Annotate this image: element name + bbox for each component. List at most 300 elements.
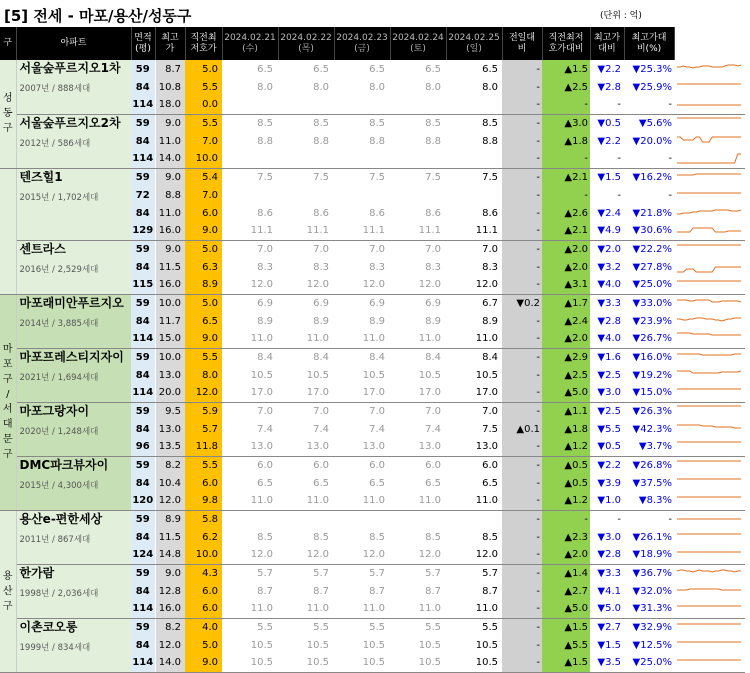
sparkline-cell xyxy=(674,96,745,114)
sparkline xyxy=(674,295,744,312)
vs-max-pct-cell: ▼25.9% xyxy=(632,81,672,93)
vs-low-cell: ▲3.0 xyxy=(542,114,590,132)
hist-price-cell: 6.9 xyxy=(425,297,441,309)
hist-price-cell: 11.0 xyxy=(390,330,446,348)
hist-price-cell: 6.0 xyxy=(369,459,385,471)
sparkline xyxy=(674,169,744,186)
hist-price-cell xyxy=(390,150,446,168)
apt-name: 마포그랑자이 xyxy=(19,403,90,418)
apt-info: 2011년 / 867세대 xyxy=(19,534,91,545)
apt-info: 2012년 / 586세대 xyxy=(19,138,91,149)
low-price-cell: 5.5 xyxy=(185,114,222,132)
current-price-cell: 8.7 xyxy=(482,585,498,597)
vs-max-cell: - xyxy=(590,96,624,114)
vs-max-cell: ▼2.8 xyxy=(597,315,621,327)
unit-label: (단위 : 억) xyxy=(600,11,642,21)
vs-low-cell: ▲2.9 xyxy=(542,348,590,366)
current-price-cell xyxy=(446,150,502,168)
max-price-cell: 15.0 xyxy=(155,330,185,348)
hist-price-cell: 8.6 xyxy=(313,207,329,219)
vs-max-cell: ▼1.5 xyxy=(597,639,621,651)
current-price-cell: 7.0 xyxy=(482,243,498,255)
low-price-cell: 6.0 xyxy=(185,600,222,618)
apt-cell xyxy=(16,168,131,240)
vs-low-cell: ▲2.0 xyxy=(542,240,590,258)
hist-price-cell: 12.0 xyxy=(222,546,278,564)
current-price-cell: 7.5 xyxy=(482,171,498,183)
sparkline xyxy=(674,349,744,366)
day-change-cell: - xyxy=(502,384,542,402)
hist-price-cell: 8.0 xyxy=(313,81,329,93)
table-row xyxy=(0,402,745,420)
current-price-cell: 8.0 xyxy=(482,81,498,93)
vs-low-cell: ▲1.2 xyxy=(542,492,590,510)
low-price-cell: 4.0 xyxy=(185,618,222,636)
hist-price-cell: 8.8 xyxy=(257,135,273,147)
vs-max-pct-cell: ▼19.2% xyxy=(632,369,672,381)
table-row xyxy=(0,168,745,186)
hist-price-cell: 8.9 xyxy=(425,315,441,327)
hist-price-cell: 12.0 xyxy=(334,546,390,564)
max-price-cell: 8.2 xyxy=(155,618,185,636)
area-cell: 114 xyxy=(131,150,155,168)
vs-low-cell: ▲2.0 xyxy=(542,330,590,348)
area-cell: 59 xyxy=(131,618,155,636)
hist-price-cell: 7.0 xyxy=(425,405,441,417)
day-change-cell: - xyxy=(502,186,542,204)
sparkline-cell xyxy=(674,348,745,366)
vs-max-cell: ▼2.5 xyxy=(597,369,621,381)
max-price-cell: 9.0 xyxy=(155,564,185,582)
hist-price-cell: 11.1 xyxy=(390,222,446,240)
hist-price-cell: 7.0 xyxy=(257,243,273,255)
vs-low-cell: ▲2.1 xyxy=(542,168,590,186)
day-change-cell: - xyxy=(502,474,542,492)
hist-price-cell xyxy=(222,150,278,168)
vs-max-pct-cell: ▼23.9% xyxy=(632,315,672,327)
current-price-cell: 8.9 xyxy=(482,315,498,327)
sparkline-cell xyxy=(674,582,745,600)
hist-price-cell: 6.5 xyxy=(425,477,441,489)
max-price-cell: 9.0 xyxy=(155,114,185,132)
max-price-cell: 11.0 xyxy=(155,204,185,222)
hist-price-cell: 5.7 xyxy=(313,567,329,579)
sparkline-cell xyxy=(674,420,745,438)
sparkline-cell xyxy=(674,240,745,258)
max-price-cell: 11.7 xyxy=(155,312,185,330)
current-price-cell: 6.0 xyxy=(482,459,498,471)
area-cell: 114 xyxy=(131,330,155,348)
max-price-cell: 12.0 xyxy=(155,636,185,654)
area-cell: 96 xyxy=(131,438,155,456)
day-change-cell: - xyxy=(502,114,542,132)
current-price-cell: 7.0 xyxy=(482,405,498,417)
table-row xyxy=(0,618,745,636)
hist-price-cell: 8.5 xyxy=(369,117,385,129)
vs-max-cell: ▼0.5 xyxy=(590,438,624,456)
hist-price-cell xyxy=(334,150,390,168)
vs-low-cell: - xyxy=(542,96,590,114)
hist-price-cell: 10.5 xyxy=(306,369,329,381)
vs-low-cell: ▲5.5 xyxy=(542,636,590,654)
hist-price-cell: 8.8 xyxy=(425,135,441,147)
hist-price-cell: 17.0 xyxy=(222,384,278,402)
hist-price-cell xyxy=(334,510,390,528)
apt-name: 서울숲푸르지오1차 xyxy=(19,61,121,75)
hist-price-cell: 10.5 xyxy=(222,654,278,672)
gu-label xyxy=(0,168,16,294)
sparkline-path xyxy=(677,589,741,590)
current-price-cell: 6.5 xyxy=(482,477,498,489)
vs-max-cell: ▼1.5 xyxy=(597,171,621,183)
apt-name: 서울숲푸르지오2차 xyxy=(19,115,121,130)
hist-price-cell: 8.5 xyxy=(425,117,441,129)
sparkline-cell xyxy=(674,132,745,150)
table-row xyxy=(0,60,745,78)
vs-low-cell: ▲5.0 xyxy=(542,384,590,402)
area-cell: 59 xyxy=(131,402,155,420)
hist-price-cell xyxy=(334,186,390,204)
hist-price-cell: 11.0 xyxy=(334,330,390,348)
max-price-cell: 12.8 xyxy=(155,582,185,600)
low-price-cell: 5.5 xyxy=(185,78,222,96)
hist-price-cell: 11.0 xyxy=(278,600,334,618)
max-price-cell: 11.5 xyxy=(155,528,185,546)
max-price-cell: 9.0 xyxy=(155,168,185,186)
hist-price-cell: 10.5 xyxy=(362,639,385,651)
low-price-cell: 8.9 xyxy=(185,276,222,294)
low-price-cell: 4.3 xyxy=(185,564,222,582)
vs-low-cell: ▲1.2 xyxy=(542,438,590,456)
low-price-cell: 5.0 xyxy=(185,240,222,258)
max-price-cell: 8.9 xyxy=(155,510,185,528)
max-price-cell: 10.4 xyxy=(155,474,185,492)
sparkline xyxy=(674,330,744,347)
sparkline xyxy=(674,384,744,401)
hist-price-cell: 7.5 xyxy=(369,171,385,183)
sparkline-path xyxy=(677,300,741,302)
sparkline xyxy=(674,61,744,78)
current-price-cell: 7.5 xyxy=(482,423,498,435)
area-cell: 129 xyxy=(131,222,155,240)
vs-max-cell: ▼5.5 xyxy=(597,423,621,435)
current-price-cell: 6.7 xyxy=(482,297,498,309)
low-price-cell: 7.0 xyxy=(185,132,222,150)
current-price-cell: 11.1 xyxy=(446,222,502,240)
sparkline xyxy=(674,133,744,150)
current-price-cell: 11.0 xyxy=(446,330,502,348)
day-change-cell: - xyxy=(502,276,542,294)
hist-price-cell: 10.5 xyxy=(418,369,441,381)
low-price-cell: 5.8 xyxy=(185,510,222,528)
vs-max-pct-cell: ▼25.3% xyxy=(632,63,672,75)
hist-price-cell: 12.0 xyxy=(222,276,278,294)
hist-price-cell: 5.7 xyxy=(257,567,273,579)
apt-name: DMC파크뷰자이 xyxy=(19,457,109,472)
hist-price-cell: 10.5 xyxy=(390,654,446,672)
vs-max-pct-cell: ▼31.3% xyxy=(624,600,674,618)
gu-label: 성 동 구 xyxy=(0,60,16,168)
low-price-cell: 9.0 xyxy=(185,330,222,348)
vs-low-cell: ▲2.0 xyxy=(542,546,590,564)
day-change-cell: - xyxy=(502,330,542,348)
current-price-cell: 5.5 xyxy=(482,621,498,633)
apt-name: 텐즈힐1 xyxy=(19,169,63,184)
sparkline xyxy=(674,654,744,671)
vs-max-cell: ▼1.6 xyxy=(597,351,621,363)
vs-max-pct-cell: ▼8.3% xyxy=(624,492,674,510)
area-cell: 84 xyxy=(131,528,155,546)
hist-price-cell: 5.5 xyxy=(257,621,273,633)
max-price-cell: 14.0 xyxy=(155,654,185,672)
vs-low-cell: ▲1.4 xyxy=(542,564,590,582)
hist-price-cell: 5.5 xyxy=(313,621,329,633)
current-price-cell: 10.5 xyxy=(475,369,498,381)
vs-low-cell: ▲2.7 xyxy=(542,582,590,600)
vs-max-pct-cell: ▼16.2% xyxy=(632,171,672,183)
vs-low-cell: ▲2.6 xyxy=(542,204,590,222)
hist-price-cell: 8.6 xyxy=(425,207,441,219)
vs-max-cell: ▼3.5 xyxy=(590,654,624,672)
vs-max-pct-cell: ▼20.0% xyxy=(632,135,672,147)
sparkline-path xyxy=(677,371,741,373)
max-price-cell: 14.0 xyxy=(155,150,185,168)
vs-max-pct-cell: - xyxy=(624,150,674,168)
current-price-cell: 12.0 xyxy=(446,276,502,294)
area-cell: 59 xyxy=(131,510,155,528)
current-price-cell: 8.5 xyxy=(482,531,498,543)
current-price-cell: 5.7 xyxy=(482,567,498,579)
vs-low-cell: ▲1.8 xyxy=(542,420,590,438)
sparkline-cell xyxy=(674,528,745,546)
apt-info: 2021년 / 1,694세대 xyxy=(19,372,99,383)
header-vlow: 직전최저 호가대비 xyxy=(542,27,590,60)
vs-low-cell: ▲2.3 xyxy=(542,528,590,546)
low-price-cell: 10.0 xyxy=(185,150,222,168)
table-row xyxy=(0,564,745,582)
hist-price-cell: 5.5 xyxy=(425,621,441,633)
max-price-cell: 10.0 xyxy=(155,348,185,366)
hist-price-cell: 7.4 xyxy=(257,423,273,435)
hist-price-cell: 7.0 xyxy=(313,243,329,255)
day-change-cell: - xyxy=(502,654,542,672)
max-price-cell: 12.0 xyxy=(155,492,185,510)
hist-price-cell: 8.5 xyxy=(425,531,441,543)
sparkline-cell xyxy=(674,60,745,78)
area-cell: 59 xyxy=(131,114,155,132)
sparkline xyxy=(674,546,744,563)
max-price-cell: 16.0 xyxy=(155,600,185,618)
hist-price-cell: 6.9 xyxy=(257,297,273,309)
sparkline-path xyxy=(677,210,741,214)
hist-price-cell xyxy=(222,510,278,528)
sparkline-cell xyxy=(674,600,745,618)
area-cell: 84 xyxy=(131,582,155,600)
low-price-cell: 12.0 xyxy=(185,384,222,402)
apt-name: 용산e-편한세상 xyxy=(19,511,103,526)
vs-max-pct-cell: ▼16.0% xyxy=(632,351,672,363)
hist-price-cell: 11.0 xyxy=(222,600,278,618)
header-area: 면적 (평) xyxy=(131,27,155,60)
vs-low-cell: ▲2.4 xyxy=(542,312,590,330)
max-price-cell: 16.0 xyxy=(155,276,185,294)
hist-price-cell xyxy=(390,510,446,528)
hist-price-cell: 11.0 xyxy=(278,492,334,510)
sparkline-path xyxy=(677,570,741,572)
hist-price-cell: 12.0 xyxy=(334,276,390,294)
hist-price-cell xyxy=(222,96,278,114)
day-change-cell: - xyxy=(502,564,542,582)
vs-max-pct-cell: ▼42.3% xyxy=(632,423,672,435)
day-change-cell: - xyxy=(502,546,542,564)
max-price-cell: 11.0 xyxy=(155,132,185,150)
hist-price-cell: 8.8 xyxy=(369,135,385,147)
vs-max-cell: ▼2.5 xyxy=(597,405,621,417)
sparkline-cell xyxy=(674,564,745,582)
hist-price-cell: 8.4 xyxy=(425,351,441,363)
apt-info: 2015년 / 1,702세대 xyxy=(19,192,99,203)
page-title: [5] 전세 - 마포/용산/성동구 xyxy=(4,7,192,25)
hist-price-cell: 8.0 xyxy=(369,81,385,93)
vs-max-cell: ▼4.0 xyxy=(590,330,624,348)
hist-price-cell: 6.9 xyxy=(313,297,329,309)
max-price-cell: 8.7 xyxy=(155,60,185,78)
apt-name: 마포프레스티지자이 xyxy=(19,349,124,364)
vs-max-cell: ▼3.0 xyxy=(597,531,621,543)
low-price-cell: 5.0 xyxy=(185,294,222,312)
vs-max-cell: ▼3.3 xyxy=(597,567,621,579)
day-change-cell: - xyxy=(502,636,542,654)
hist-price-cell xyxy=(278,186,334,204)
vs-low-cell: ▲2.5 xyxy=(542,78,590,96)
sparkline xyxy=(674,619,744,636)
vs-max-cell: ▼3.3 xyxy=(597,297,621,309)
current-price-cell xyxy=(446,186,502,204)
vs-max-cell: ▼4.9 xyxy=(590,222,624,240)
current-price-cell: 10.5 xyxy=(475,639,498,651)
header-chg: 전일대 비 xyxy=(502,27,542,60)
hist-price-cell: 6.5 xyxy=(313,63,329,75)
day-change-cell: - xyxy=(502,78,542,96)
hist-price-cell: 7.4 xyxy=(313,423,329,435)
vs-low-cell: ▲5.0 xyxy=(542,600,590,618)
hist-price-cell: 12.0 xyxy=(278,546,334,564)
hist-price-cell: 8.0 xyxy=(257,81,273,93)
hist-price-cell: 7.5 xyxy=(257,171,273,183)
sparkline xyxy=(674,511,744,528)
area-cell: 84 xyxy=(131,474,155,492)
sparkline xyxy=(674,421,744,438)
header-spark xyxy=(674,27,745,60)
sparkline-cell xyxy=(674,546,745,564)
max-price-cell: 10.8 xyxy=(155,78,185,96)
hist-price-cell: 11.0 xyxy=(222,492,278,510)
day-change-cell: - xyxy=(502,240,542,258)
header-apt: 아파트 xyxy=(16,27,131,60)
hist-price-cell: 8.3 xyxy=(425,261,441,273)
day-change-cell: - xyxy=(502,150,542,168)
max-price-cell: 8.8 xyxy=(155,186,185,204)
hist-price-cell: 6.5 xyxy=(369,477,385,489)
vs-max-cell: ▼1.0 xyxy=(590,492,624,510)
vs-max-cell: ▼3.2 xyxy=(597,261,621,273)
vs-max-cell: ▼2.2 xyxy=(597,459,621,471)
hist-price-cell: 10.5 xyxy=(418,639,441,651)
area-cell: 59 xyxy=(131,456,155,474)
hist-price-cell: 6.5 xyxy=(369,63,385,75)
hist-price-cell: 11.1 xyxy=(278,222,334,240)
header-low: 직전최 저호가 xyxy=(185,27,222,60)
apt-info: 2020년 / 1,248세대 xyxy=(19,426,99,437)
sparkline-cell xyxy=(674,168,745,186)
apt-cell xyxy=(16,618,131,672)
max-price-cell: 20.0 xyxy=(155,384,185,402)
hist-price-cell: 11.0 xyxy=(334,600,390,618)
current-price-cell: 17.0 xyxy=(446,384,502,402)
sparkline xyxy=(674,259,744,276)
low-price-cell: 5.9 xyxy=(185,402,222,420)
sparkline xyxy=(674,222,744,239)
hist-price-cell: 8.9 xyxy=(257,315,273,327)
area-cell: 59 xyxy=(131,168,155,186)
low-price-cell: 10.0 xyxy=(185,546,222,564)
hist-price-cell xyxy=(390,186,446,204)
sparkline-cell xyxy=(674,366,745,384)
area-cell: 114 xyxy=(131,654,155,672)
vs-max-cell: - xyxy=(590,150,624,168)
day-change-cell: - xyxy=(502,618,542,636)
hist-price-cell: 7.5 xyxy=(313,171,329,183)
current-price-cell: 12.0 xyxy=(446,546,502,564)
hist-price-cell: 11.1 xyxy=(222,222,278,240)
max-price-cell: 9.5 xyxy=(155,402,185,420)
sparkline-path xyxy=(677,65,741,68)
hist-price-cell: 8.5 xyxy=(313,531,329,543)
hist-price-cell: 10.5 xyxy=(250,639,273,651)
max-price-cell: 16.0 xyxy=(155,222,185,240)
vs-max-cell: ▼4.0 xyxy=(590,276,624,294)
hist-price-cell: 13.0 xyxy=(222,438,278,456)
sparkline-cell xyxy=(674,312,745,330)
day-change-cell: - xyxy=(502,60,542,78)
header-date-3: 2024.02.23 (금) xyxy=(334,27,390,60)
max-price-cell: 13.0 xyxy=(155,420,185,438)
vs-low-cell: ▲1.1 xyxy=(542,402,590,420)
hist-price-cell: 6.5 xyxy=(313,477,329,489)
sparkline xyxy=(674,529,744,546)
sparkline xyxy=(674,438,744,455)
apt-info: 2015년 / 4,300세대 xyxy=(19,480,99,491)
table-row xyxy=(0,510,745,528)
sparkline-path xyxy=(677,154,741,163)
day-change-cell: - xyxy=(502,402,542,420)
day-change-cell: - xyxy=(502,168,542,186)
hist-price-cell: 11.1 xyxy=(334,222,390,240)
low-price-cell: 0.0 xyxy=(185,96,222,114)
max-price-cell: 13.5 xyxy=(155,438,185,456)
hist-price-cell: 8.7 xyxy=(313,585,329,597)
sparkline-cell xyxy=(674,438,745,456)
area-cell: 84 xyxy=(131,204,155,222)
day-change-cell: - xyxy=(502,528,542,546)
day-change-cell: ▲0.1 xyxy=(502,420,542,438)
hist-price-cell: 12.0 xyxy=(390,546,446,564)
current-price-cell: 13.0 xyxy=(446,438,502,456)
vs-low-cell: ▲1.5 xyxy=(542,654,590,672)
day-change-cell: - xyxy=(502,258,542,276)
hist-price-cell: 8.0 xyxy=(425,81,441,93)
hist-price-cell: 7.4 xyxy=(369,423,385,435)
